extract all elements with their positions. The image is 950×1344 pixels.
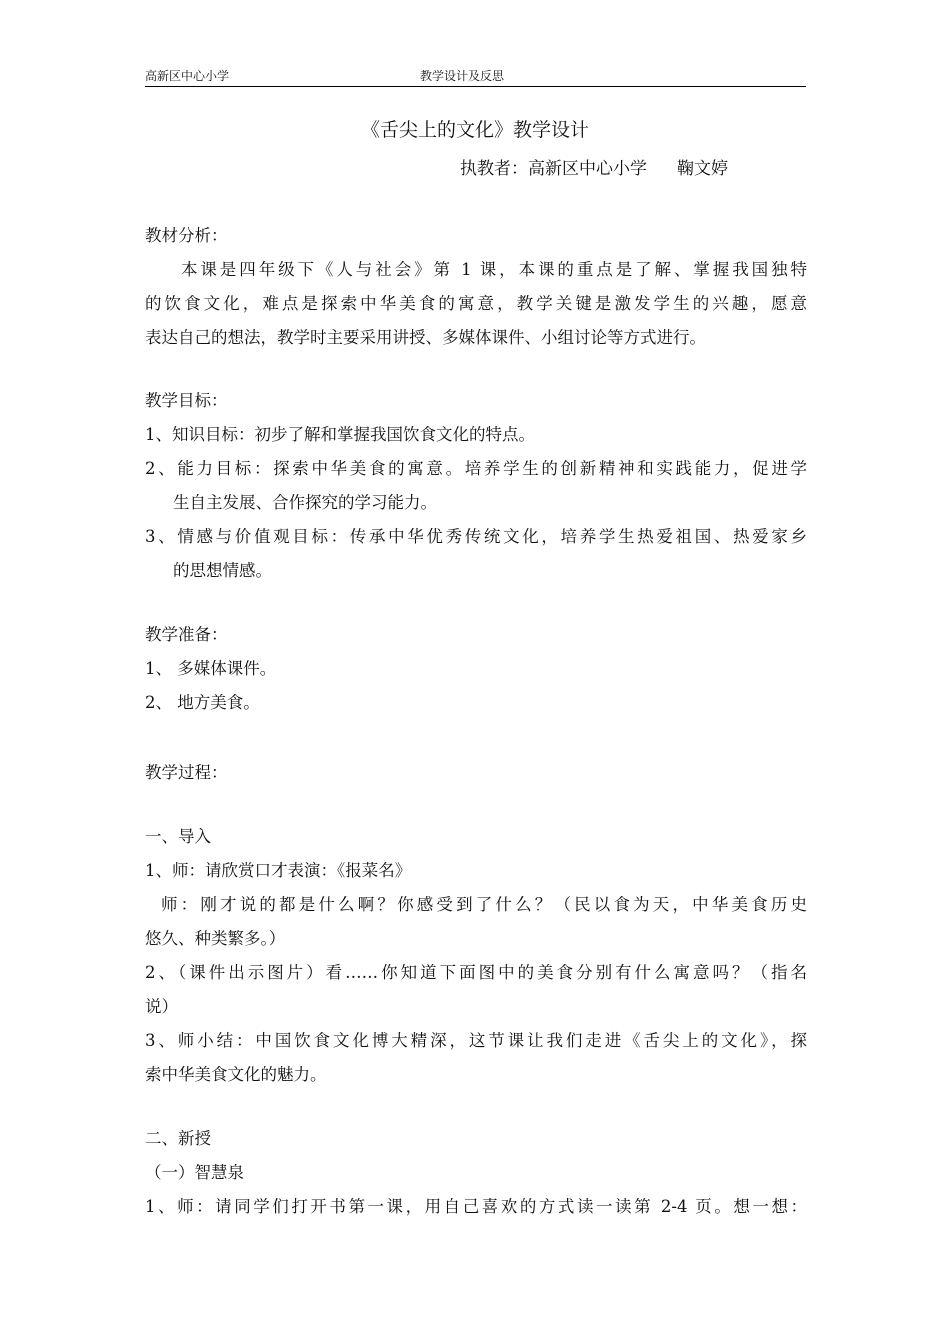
author-name: 鞠文婷 <box>677 159 728 179</box>
page-header <box>145 68 806 87</box>
author-line <box>460 156 728 182</box>
document-title: 《舌尖上的文化》教学设计 <box>360 119 589 141</box>
header-doc-type: 教学设计及反思 <box>420 69 505 83</box>
list-item: 3、情感与价值观目标：传承中华优秀传统文化，培养学生热爱祖国、热爱家乡 <box>145 527 807 546</box>
list-item: 1、知识目标：初步了解和掌握我国饮食文化的特点。 <box>145 425 535 444</box>
section-heading-analysis: 教材分析： <box>145 226 228 245</box>
header-school: 高新区中心小学 <box>145 69 230 83</box>
subsection-heading-intro: 一、导入 <box>145 827 211 846</box>
list-item-continuation: 生自主发展、合作探究的学习能力。 <box>173 493 437 512</box>
paragraph-line: 表达自己的想法，教学时主要采用讲授、多媒体课件、小组讨论等方式进行。 <box>145 328 706 347</box>
list-item: 1、师：请欣赏口才表演：《报菜名》 <box>145 861 412 880</box>
paragraph-line: 师：刚才说的都是什么啊？你感受到了什么？（民以食为天，中华美食历史 <box>161 895 807 914</box>
subsection-subheading: （一）智慧泉 <box>145 1163 244 1182</box>
list-item-continuation: 的思想情感。 <box>173 561 272 580</box>
paragraph-line: 说） <box>145 997 178 1016</box>
section-heading-goals: 教学目标： <box>145 391 228 410</box>
section-heading-prep: 教学准备： <box>145 625 228 644</box>
section-heading-process: 教学过程： <box>145 763 228 782</box>
author-label: 执教者：高新区中心小学 <box>460 159 647 179</box>
list-item: 2、（课件出示图片）看……你知道下面图中的美食分别有什么寓意吗？（指名 <box>145 963 807 982</box>
paragraph-line: 悠久、种类繁多。） <box>145 929 286 948</box>
subsection-heading-new: 二、新授 <box>145 1129 211 1148</box>
list-item: 2、能力目标：探索中华美食的寓意。培养学生的创新精神和实践能力，促进学 <box>145 459 807 478</box>
paragraph-line: 索中华美食文化的魅力。 <box>145 1065 327 1084</box>
paragraph-line: 本课是四年级下《人与社会》第 1 课，本课的重点是了解、掌握我国独特 <box>181 260 807 279</box>
paragraph-line: 的饮食文化，难点是探索中华美食的寓意，教学关键是激发学生的兴趣，愿意 <box>145 294 807 313</box>
list-item: 3、师小结：中国饮食文化博大精深，这节课让我们走进《舌尖上的文化》，探 <box>145 1031 807 1050</box>
list-item: 1、师：请同学们打开书第一课，用自己喜欢的方式读一读第 2-4 页。想一想： <box>145 1197 807 1216</box>
list-item: 1、 多媒体课件。 <box>145 659 277 678</box>
list-item: 2、 地方美食。 <box>145 693 260 712</box>
